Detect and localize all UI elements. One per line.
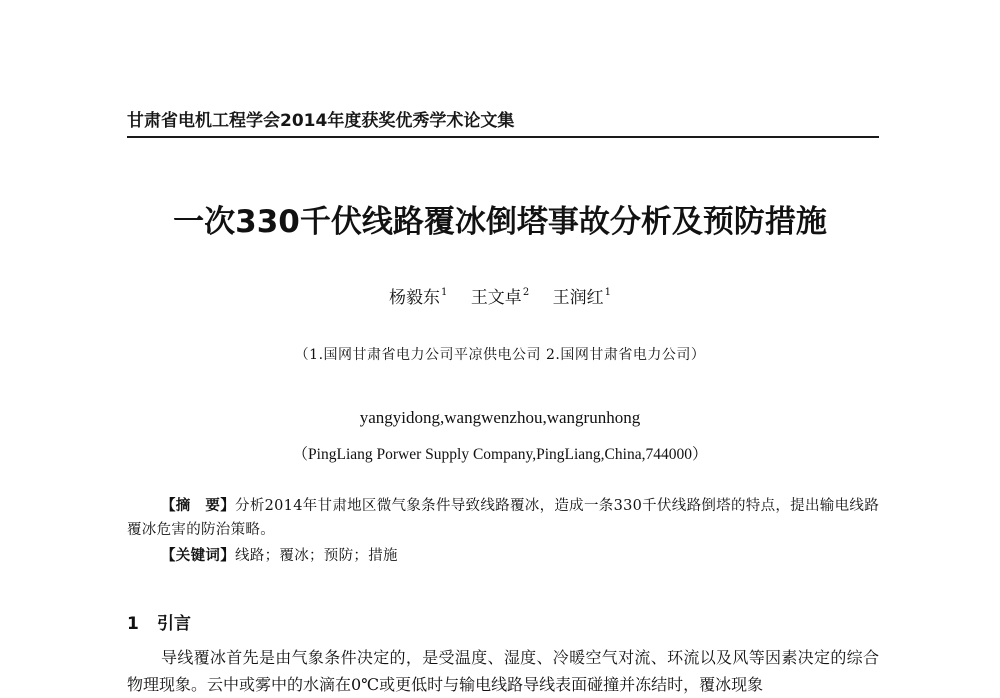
english-affiliation: （PingLiang Porwer Supply Company,PingLiang,China,744000） <box>292 446 708 463</box>
paper-title: 一次330千伏线路覆冰倒塔事故分析及预防措施 <box>173 204 827 240</box>
keywords-label: 【关键词】 <box>161 548 235 564</box>
author-1 <box>389 283 447 308</box>
abstract <box>127 494 879 542</box>
keywords <box>161 544 398 565</box>
section-heading <box>127 609 191 634</box>
author-name: 杨毅东 <box>389 288 441 308</box>
section-number: 1 <box>127 614 139 634</box>
author-list <box>0 283 1000 308</box>
author-name: 王润红 <box>552 288 604 308</box>
section-title: 引言 <box>157 614 191 634</box>
keywords-text: 线路；覆冰；预防；措施 <box>235 548 398 564</box>
body-paragraph: 导线覆冰首先是由气象条件决定的，是受温度、湿度、冷暖空气对流、环流以及风等因素决定的综合物理现象。云中或雾中的水滴在0℃或更低时与输电线路导线表面碰撞并冻结时，覆冰现象 <box>127 648 879 694</box>
affiliation-mark: 2 <box>522 287 530 298</box>
english-author-list: yangyidong,wangwenzhou,wangrunhong <box>359 408 641 427</box>
affiliation-mark: 1 <box>604 287 611 298</box>
affiliation-mark: 1 <box>441 287 448 298</box>
header-rule <box>127 136 879 138</box>
author-name: 王文卓 <box>470 288 522 308</box>
abstract-text: 分析2014年甘肃地区微气象条件导致线路覆冰，造成一条330千伏线路倒塔的特点，提出输电线路覆冰危害的防治策略。 <box>127 498 879 538</box>
abstract-label: 【摘 要】 <box>161 498 236 514</box>
author-3 <box>553 283 611 308</box>
running-header: 甘肃省电机工程学会2014年度获奖优秀学术论文集 <box>127 111 515 131</box>
author-affiliation: （1.国网甘肃省电力公司平凉供电公司 2.国网甘肃省电力公司） <box>294 347 706 363</box>
author-2 <box>471 283 529 308</box>
